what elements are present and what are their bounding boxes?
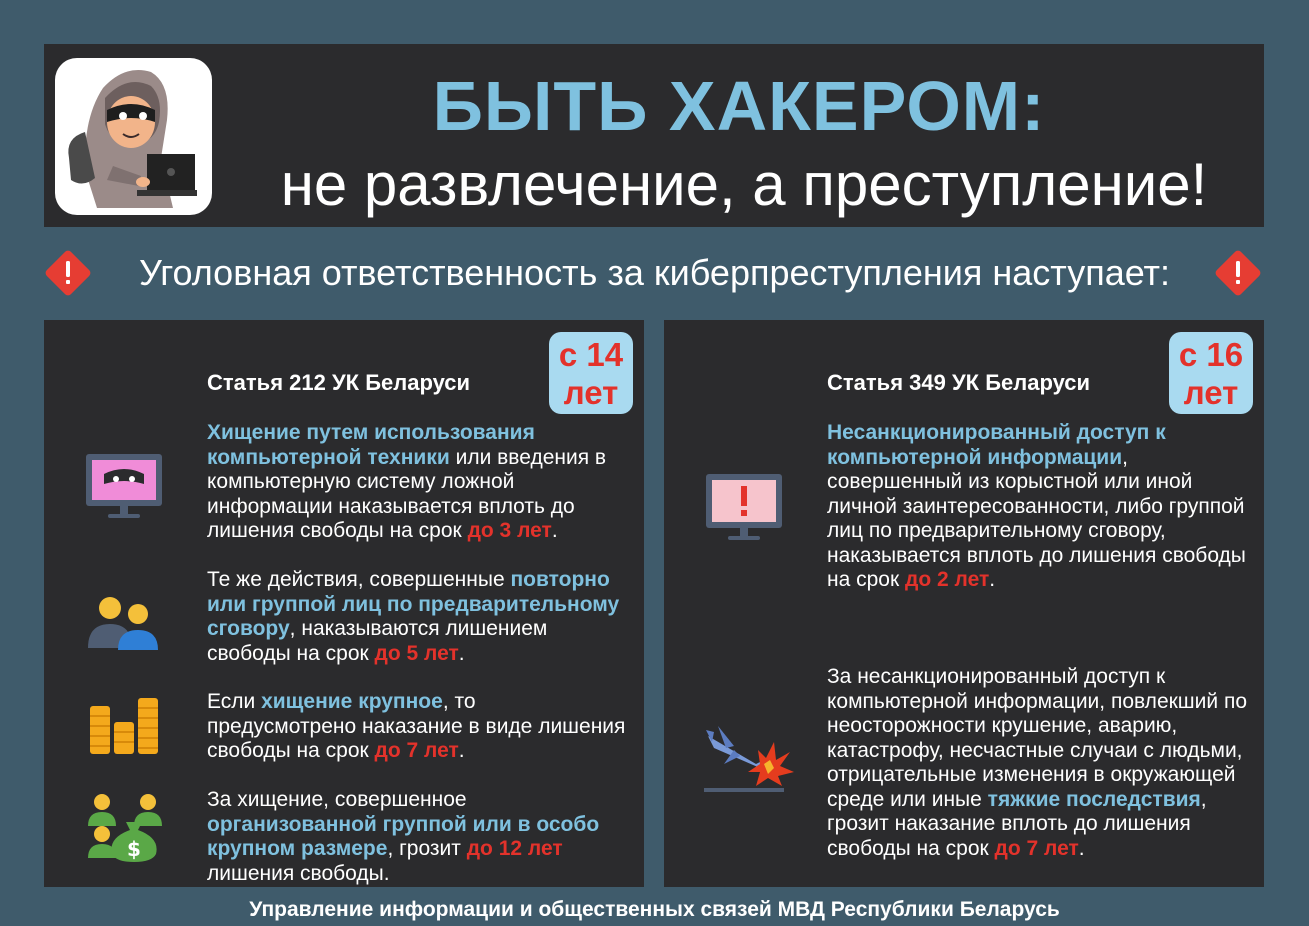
header-banner — [44, 44, 1264, 227]
panel-article-212 — [44, 320, 644, 887]
body-text: , то предусмотрено наказание в виде лишения свободы на срок — [207, 690, 626, 762]
age-badge — [1169, 332, 1253, 414]
body-text-end: . — [458, 739, 465, 762]
page-subtitle: не развлечение, а преступление! — [280, 151, 1208, 218]
article-title: Статья 349 УК Беларуси — [827, 370, 1091, 395]
highlight-text: Несанкционированный доступ к компьютерной информации — [827, 421, 1166, 469]
highlight-text: Хищение путем использования компьютерной техники — [207, 421, 535, 469]
warning-monitor-icon — [704, 472, 784, 549]
body-text: , наказываются лишением свободы на срок — [207, 617, 548, 665]
body-text: , совершенный из корыстной или иной личной заинтересованности, либо группой лиц по предварительному сговору, наказывается вплоть до лишения свободы на срок — [827, 445, 1246, 591]
group-money-bag-icon — [86, 790, 170, 867]
penalty-text: до 5 лет — [374, 641, 459, 665]
hacker-icon — [55, 58, 212, 215]
highlight-text: хищение крупное — [261, 690, 443, 713]
body-text: , грозит наказание вплоть до лишения свободы на срок — [827, 787, 1207, 860]
body-text-pre: За несанкционированный доступ к компьютерной информации, повлекший по неосторожности крушение, аварию, катастрофу, несчастные случаи с людьми, отрицательные изменения в окружающей среде или иные — [827, 665, 1247, 811]
list-item — [207, 788, 632, 886]
warning-diamond-icon — [42, 247, 94, 299]
body-text-end: . — [989, 568, 996, 591]
page-title: БЫТЬ ХАКЕРОМ: — [432, 67, 1046, 145]
list-item — [207, 421, 617, 544]
hacker-monitor-icon — [84, 452, 164, 529]
footer-credit: Управление информации и общественных связей МВД Республики Беларусь — [249, 898, 1060, 921]
body-text-end: . — [1078, 836, 1085, 860]
highlight-text: тяжкие последствия — [987, 787, 1201, 811]
age-badge-line1: с 14 — [558, 336, 624, 373]
hacker-avatar — [55, 58, 212, 215]
list-item — [207, 690, 627, 764]
penalty-text: до 2 лет — [905, 568, 990, 591]
body-text-end: . — [458, 641, 465, 665]
penalty-text: до 7 лет — [994, 836, 1079, 860]
list-item — [827, 665, 1247, 861]
penalty-text: до 12 лет — [466, 837, 563, 860]
age-badge-line2: лет — [563, 374, 619, 411]
age-badge — [549, 332, 633, 414]
body-text-pre: Те же действия, совершенные — [207, 568, 511, 591]
age-badge-line1: с 16 — [1178, 336, 1244, 373]
body-text-pre: За хищение, совершенное — [207, 788, 467, 811]
highlight-text: организованной группой или в особо крупном размере — [207, 812, 600, 860]
age-badge-line2: лет — [1183, 374, 1239, 411]
subheading: Уголовная ответственность за киберпреступления наступает: — [138, 252, 1171, 293]
highlight-text: повторно или группой лиц по предварительному сговору — [207, 568, 620, 640]
body-text-end: лишения свободы. — [207, 861, 390, 885]
list-item — [827, 421, 1247, 593]
group-people-icon — [86, 596, 162, 657]
penalty-text: до 7 лет — [374, 739, 459, 762]
penalty-text: до 3 лет — [467, 519, 552, 542]
body-text-end: . — [551, 519, 558, 542]
plane-crash-icon — [704, 720, 796, 799]
warning-diamond-icon — [1212, 247, 1264, 299]
article-title: Статья 212 УК Беларуси — [207, 370, 471, 395]
body-text-pre: Если — [207, 690, 262, 713]
list-item — [207, 568, 632, 666]
body-text: или введения в компьютерную систему ложной информации наказывается вплоть до лишения свободы на срок — [207, 445, 607, 542]
svg-text:$: $ — [127, 837, 141, 861]
panel-article-349 — [664, 320, 1264, 887]
body-text: , грозит — [387, 837, 467, 860]
coin-stacks-icon — [88, 694, 162, 761]
